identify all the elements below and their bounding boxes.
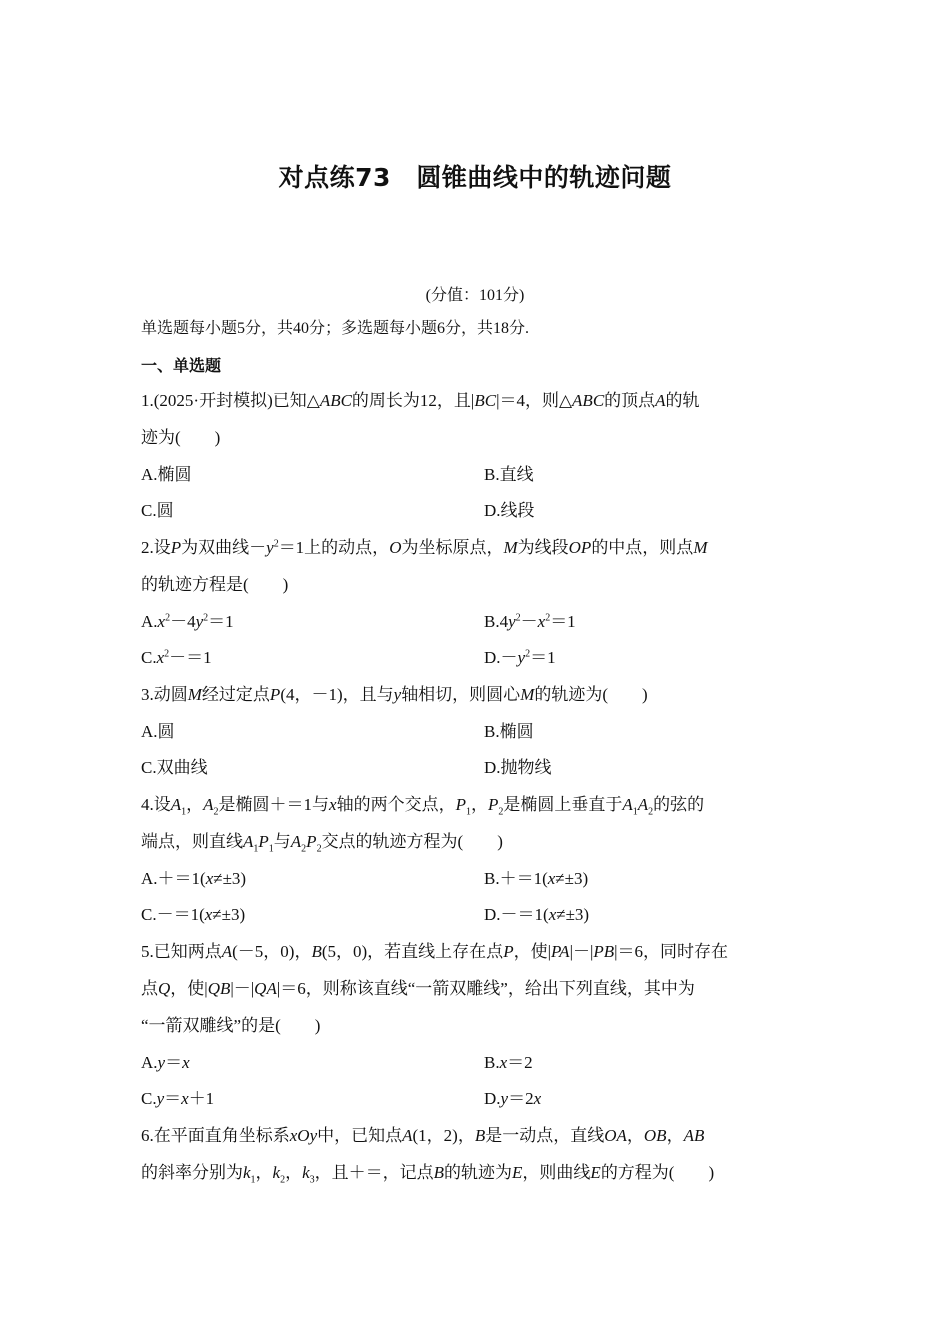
q2-stem-line2: 的轨迹方程是( ) <box>141 575 289 594</box>
q1-stem-line2: 迹为( ) <box>141 428 221 447</box>
q5-option-b[interactable]: B.x＝2 <box>484 1053 533 1072</box>
instructions: 单选题每小题5分，共40分；多选题每小题6分，共18分. <box>141 320 530 337</box>
q5-option-c[interactable]: C.y＝x＋1 <box>141 1089 215 1108</box>
q5-stem-line1: 5.已知两点A(－5，0)，B(5，0)，若直线上存在点P，使|PA|－|PB|＝6，同时存在 <box>141 942 729 961</box>
q4-stem-line2: 端点，则直线$A_1P_1$与$A_2P_2$交点的轨迹方程为( ) <box>141 832 503 855</box>
q2-option-b[interactable]: $B.4y^2-x^2=1$ <box>484 612 576 631</box>
q2-option-a[interactable]: $A.x^2-4y^2=1$ <box>141 612 234 631</box>
q4-option-b[interactable]: B.＋＝1(x≠±3) <box>484 869 589 888</box>
q2-option-d[interactable]: $D.-y^2=1$ <box>484 648 556 667</box>
q1-option-c[interactable]: C.圆 <box>141 501 174 520</box>
q1-option-d[interactable]: D.线段 <box>484 501 535 520</box>
q3-stem: 3.动圆M经过定点P(4，－1)，且与y轴相切，则圆心M的轨迹为( ) <box>141 685 648 704</box>
q5-stem-line2: 点Q，使|QB|－|QA|＝6，则称该直线“一箭双雕线”，给出下列直线，其中为 <box>141 979 695 998</box>
q4-option-a[interactable]: A.＋＝1(x≠±3) <box>141 869 247 888</box>
q4-option-d[interactable]: D.－＝1(x≠±3) <box>484 905 590 924</box>
q3-option-c[interactable]: C.双曲线 <box>141 758 208 777</box>
q3-option-a[interactable]: A.圆 <box>141 722 175 741</box>
q5-option-a[interactable]: A.y＝x <box>141 1053 190 1072</box>
q6-stem-line1: 6.在平面直角坐标系xOy中，已知点A(1，2)，B是一动点，直线OA，OB，AB <box>141 1126 705 1145</box>
q4-stem-line1: 4.设$A_1$，$A_2$是椭圆＋＝1与x轴的两个交点，$P_1$，$P_2$是椭圆上垂直于$A_1A_2$的弦的 <box>141 795 705 818</box>
section-heading: 一、单选题 <box>141 356 222 375</box>
q6-stem-line2: 的斜率分别为$k_1$，$k_2$，$k_3$，且＋＝，记点B的轨迹为E，则曲线E的方程为( ) <box>141 1163 715 1186</box>
q5-stem-line3: “一箭双雕线”的是( ) <box>141 1016 321 1035</box>
q1-stem-line1: 1.(2025·开封模拟)已知△ABC的周长为12，且|BC|＝4，则△ABC的顶点A的轨 <box>141 391 700 410</box>
q2-stem-line1: 2.设P为双曲线$-y^2=1$上的动点，O为坐标原点，M为线段OP的中点，则点M <box>141 538 708 557</box>
q3-option-b[interactable]: B.椭圆 <box>484 722 534 741</box>
q4-option-c[interactable]: C.－＝1(x≠±3) <box>141 905 246 924</box>
q1-option-a[interactable]: A.椭圆 <box>141 465 192 484</box>
q3-option-d[interactable]: D.抛物线 <box>484 758 552 777</box>
page-title: 对点练73 圆锥曲线中的轨迹问题 <box>278 163 672 192</box>
q5-option-d[interactable]: D.y＝2x <box>484 1089 542 1108</box>
score-line: (分值：101分) <box>425 287 525 304</box>
q1-option-b[interactable]: B.直线 <box>484 465 534 484</box>
q2-option-c[interactable]: $C.x^2-=1$ <box>141 648 212 667</box>
